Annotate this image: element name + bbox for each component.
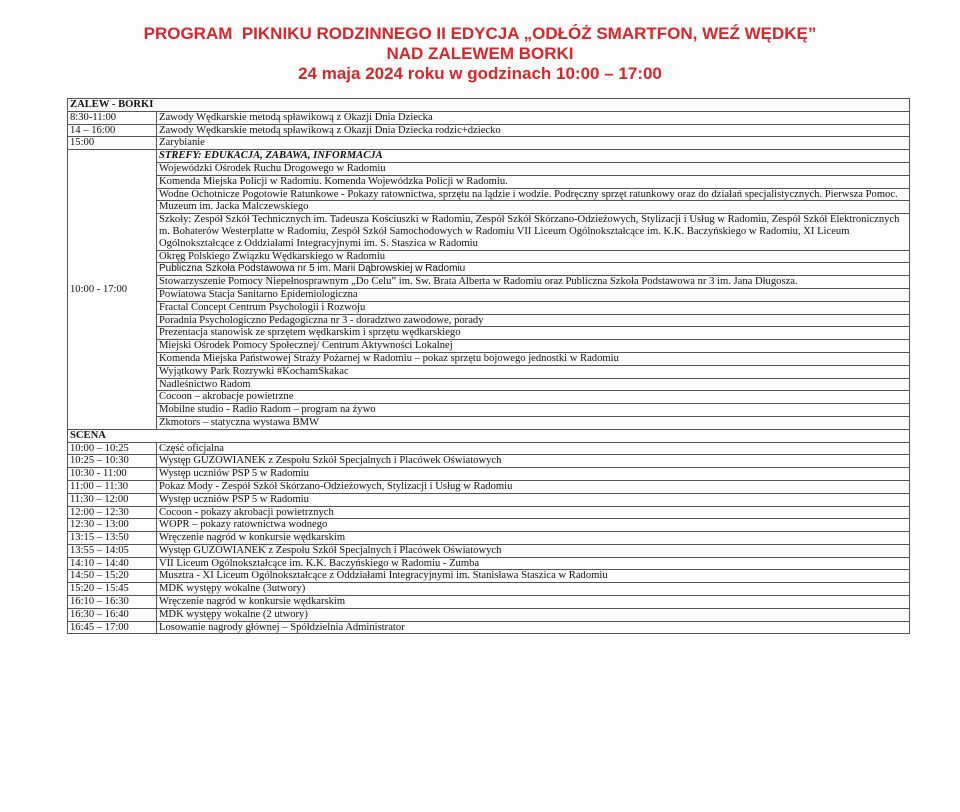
table-row bbox=[68, 162, 910, 175]
strefy-item: Stowarzyszenie Pomocy Niepełnosprawnym „Do Celu” im. Św. Brata Alberta w Radomiu oraz Publiczna Szkoła Podstawowa nr 3 im. Jana Długosza. bbox=[157, 276, 910, 289]
section-row-zalew bbox=[68, 99, 910, 112]
table-row bbox=[68, 314, 910, 327]
table-row bbox=[68, 340, 910, 353]
time-cell: 14 – 16:00 bbox=[68, 124, 157, 137]
program-table bbox=[67, 98, 910, 634]
program-header bbox=[0, 24, 960, 84]
time-cell: 14:10 – 14:40 bbox=[68, 557, 157, 570]
strefy-item: Prezentacja stanowisk ze sprzętem wędkarskim i sprzętu wędkarskiego bbox=[157, 327, 910, 340]
table-row bbox=[68, 621, 910, 634]
section-title: SCENA bbox=[68, 429, 910, 442]
table-row bbox=[68, 570, 910, 583]
table-row bbox=[68, 455, 910, 468]
event-cell: Występ GUZOWIANEK z Zespołu Szkół Specjalnych i Placówek Oświatowych bbox=[157, 455, 910, 468]
strefy-item: Komenda Miejska Policji w Radomiu. Komenda Wojewódzka Policji w Radomiu. bbox=[157, 175, 910, 188]
time-cell: 16:30 – 16:40 bbox=[68, 608, 157, 621]
event-cell: Pokaz Mody - Zespół Szkół Skórzano-Odzieżowych, Stylizacji i Usług w Radomiu bbox=[157, 480, 910, 493]
section-title: ZALEW - BORKI bbox=[68, 99, 910, 112]
table-row bbox=[68, 416, 910, 429]
time-cell: 11:30 – 12:00 bbox=[68, 493, 157, 506]
strefy-item: Zkmotors – statyczna wystawa BMW bbox=[157, 416, 910, 429]
table-row bbox=[68, 352, 910, 365]
event-cell: VII Liceum Ogólnokształcące im. K.K. Baczyńskiego w Radomiu - Zumba bbox=[157, 557, 910, 570]
table-row bbox=[68, 391, 910, 404]
strefy-item: Nadleśnictwo Radom bbox=[157, 378, 910, 391]
time-cell: 10:25 – 10:30 bbox=[68, 455, 157, 468]
table-row bbox=[68, 557, 910, 570]
table-row bbox=[68, 327, 910, 340]
strefy-item: Muzeum im. Jacka Malczewskiego bbox=[157, 201, 910, 214]
location-line: NAD ZALEWEM BORKI bbox=[386, 44, 574, 63]
table-row bbox=[68, 378, 910, 391]
event-cell: Część oficjalna bbox=[157, 442, 910, 455]
section-row-scena bbox=[68, 429, 910, 442]
time-cell: 8:30-11:00 bbox=[68, 111, 157, 124]
event-cell: Musztra - XI Liceum Ogólnokształcące z Oddziałami Integracyjnymi im. Stanisława Staszica w Radomiu bbox=[157, 570, 910, 583]
time-cell: 13:55 – 14:05 bbox=[68, 544, 157, 557]
table-row bbox=[68, 506, 910, 519]
table-row bbox=[68, 250, 910, 263]
event-cell: Występ uczniów PSP 5 w Radomiu bbox=[157, 468, 910, 481]
event-cell: WOPR – pokazy ratownictwa wodnego bbox=[157, 519, 910, 532]
table-row bbox=[68, 608, 910, 621]
table-row bbox=[68, 150, 910, 163]
event-cell: Występ GUZOWIANEK z Zespołu Szkół Specjalnych i Placówek Oświatowych bbox=[157, 544, 910, 557]
strefy-item: Publiczna Szkoła Podstawowa nr 5 im. Marii Dąbrowskiej w Radomiu bbox=[157, 263, 910, 276]
table-row bbox=[68, 276, 910, 289]
time-cell: 14:50 – 15:20 bbox=[68, 570, 157, 583]
time-cell: 16:45 – 17:00 bbox=[68, 621, 157, 634]
table-row bbox=[68, 365, 910, 378]
event-cell: Zawody Wędkarskie metodą spławikową z Okazji Dnia Dziecka rodzic+dziecko bbox=[157, 124, 910, 137]
strefy-item: Poradnia Psychologiczno Pedagogiczna nr 3 - doradztwo zawodowe, porady bbox=[157, 314, 910, 327]
table-row bbox=[68, 532, 910, 545]
time-cell: 10:00 – 10:25 bbox=[68, 442, 157, 455]
table-row bbox=[68, 493, 910, 506]
table-row bbox=[68, 583, 910, 596]
strefy-item: Szkoły: Zespół Szkół Technicznych im. Tadeusza Kościuszki w Radomiu, Zespół Szkół Skórzano-Odzieżowych, Stylizacji i Usług w Radomiu, Zespół Szkół Elektronicznych m. Bohaterów Westerplatte w Radomiu, Zespół Szkół Samochodowych w Radomiu VII Liceum Ogólnokształcące im. K.K. Baczyńskiego w Radomiu, XI Liceum Ogólnokształcące z Oddziałami Integracyjnymi im. S. Staszica w Radomiu bbox=[157, 214, 910, 250]
table-row bbox=[68, 201, 910, 214]
table-row bbox=[68, 214, 910, 250]
table-row bbox=[68, 519, 910, 532]
event-cell: MDK występy wokalne (2 utwory) bbox=[157, 608, 910, 621]
event-cell: Losowanie nagrody głównej – Spółdzielnia Administrator bbox=[157, 621, 910, 634]
table-row bbox=[68, 124, 910, 137]
time-cell: 15:00 bbox=[68, 137, 157, 150]
strefy-item: Okręg Polskiego Związku Wędkarskiego w Radomiu bbox=[157, 250, 910, 263]
time-cell: 12:00 – 12:30 bbox=[68, 506, 157, 519]
time-cell: 10:30 - 11:00 bbox=[68, 468, 157, 481]
event-cell: Zawody Wędkarskie metodą spławikową z Okazji Dnia Dziecka bbox=[157, 111, 910, 124]
strefy-item: Powiatowa Stacja Sanitarno Epidemiologiczna bbox=[157, 288, 910, 301]
strefy-item: Mobilne studio - Radio Radom – program na żywo bbox=[157, 404, 910, 417]
title-line: PROGRAM PIKNIKU RODZINNEGO II EDYCJA „ODŁÓŻ SMARTFON, WEŹ WĘDKĘ” bbox=[143, 24, 817, 43]
time-cell: 12:30 – 13:00 bbox=[68, 519, 157, 532]
table-row bbox=[68, 263, 910, 276]
time-cell: 16:10 – 16:30 bbox=[68, 596, 157, 609]
strefy-item: Miejski Ośrodek Pomocy Społecznej/ Centrum Aktywności Lokalnej bbox=[157, 340, 910, 353]
strefy-item: Wyjątkowy Park Rozrywki #KochamSkakac bbox=[157, 365, 910, 378]
table-row bbox=[68, 468, 910, 481]
strefy-item: Komenda Miejska Państwowej Straży Pożarnej w Radomiu – pokaz sprzętu bojowego jednostki w Radomiu bbox=[157, 352, 910, 365]
table-row bbox=[68, 480, 910, 493]
table-row bbox=[68, 596, 910, 609]
event-cell: MDK występy wokalne (3utwory) bbox=[157, 583, 910, 596]
table-row bbox=[68, 288, 910, 301]
table-row bbox=[68, 175, 910, 188]
event-cell: Wręczenie nagród w konkursie wędkarskim bbox=[157, 596, 910, 609]
time-cell: 11:00 – 11:30 bbox=[68, 480, 157, 493]
event-cell: Zarybianie bbox=[157, 137, 910, 150]
event-cell: Cocoon - pokazy akrobacji powietrznych bbox=[157, 506, 910, 519]
strefy-item: Wojewódzki Ośrodek Ruchu Drogowego w Radomiu bbox=[157, 162, 910, 175]
event-cell: Wręczenie nagród w konkursie wędkarskim bbox=[157, 532, 910, 545]
strefy-item: Wodne Ochotnicze Pogotowie Ratunkowe - Pokazy ratownictwa, sprzętu na lądzie i wodzie. Podręczny sprzęt ratunkowy oraz do działań specjalistycznych. Pierwsza Pomoc. bbox=[157, 188, 910, 201]
time-cell: 15:20 – 15:45 bbox=[68, 583, 157, 596]
table-row bbox=[68, 404, 910, 417]
table-row bbox=[68, 111, 910, 124]
table-row bbox=[68, 188, 910, 201]
table-row bbox=[68, 442, 910, 455]
table-row bbox=[68, 137, 910, 150]
table-row bbox=[68, 301, 910, 314]
strefy-time-cell: 10:00 - 17:00 bbox=[68, 150, 157, 430]
event-cell: Występ uczniów PSP 5 w Radomiu bbox=[157, 493, 910, 506]
strefy-item: Cocoon – akrobacje powietrzne bbox=[157, 391, 910, 404]
strefy-title: STREFY: EDUKACJA, ZABAWA, INFORMACJA bbox=[157, 150, 910, 163]
date-line: 24 maja 2024 roku w godzinach 10:00 – 17:00 bbox=[298, 64, 662, 83]
table-row bbox=[68, 544, 910, 557]
strefy-item: Fractal Concept Centrum Psychologii i Rozwoju bbox=[157, 301, 910, 314]
time-cell: 13:15 – 13:50 bbox=[68, 532, 157, 545]
